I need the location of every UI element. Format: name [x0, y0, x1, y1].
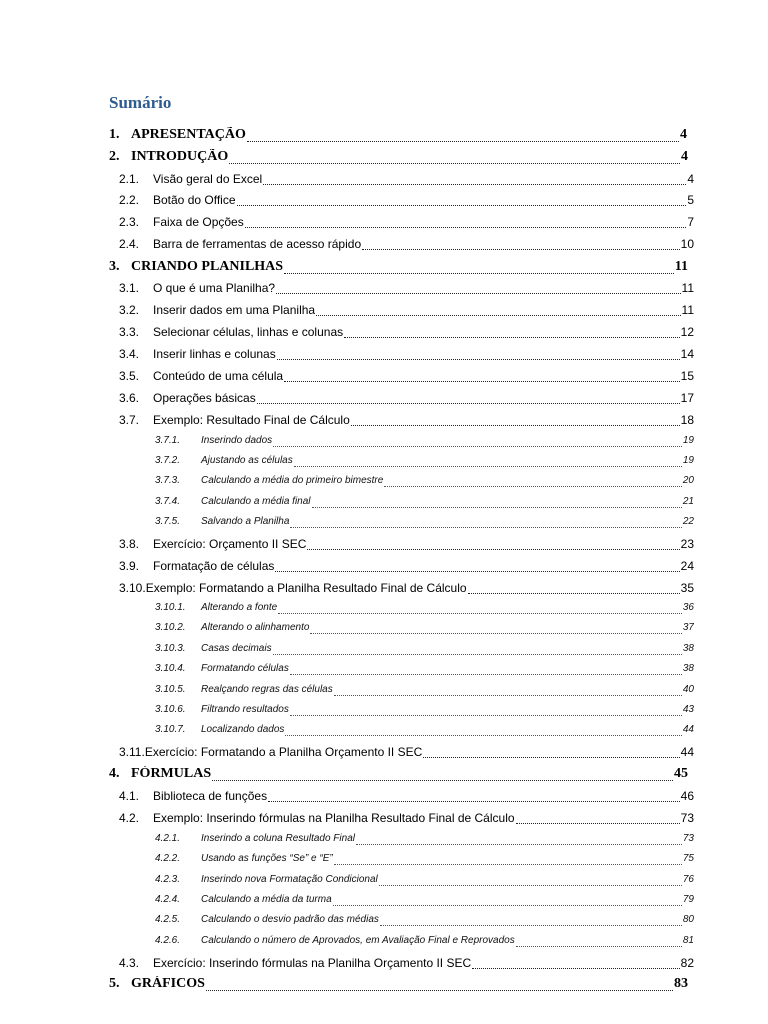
toc-leader-dots [229, 163, 680, 164]
toc-entry[interactable] [155, 602, 694, 616]
toc-entry-text: Visão geral do Excel [153, 172, 263, 186]
toc-leader-dots [290, 674, 682, 675]
toc-entry-page: 20 [682, 475, 694, 486]
toc-entry-text: Exemplo: Resultado Final de Cálculo [153, 413, 350, 427]
toc-entry-number: 3.8. [119, 537, 140, 551]
toc-leader-dots [351, 425, 680, 426]
toc-entry-number: 2.3. [119, 215, 140, 229]
toc-entry-number: 4.3. [119, 956, 140, 970]
toc-entry-number: 3.10.4. [155, 663, 186, 674]
toc-entry-page: 5 [687, 193, 694, 207]
toc-entry[interactable] [155, 724, 694, 738]
toc-entry[interactable] [119, 956, 694, 972]
toc-entry[interactable] [119, 789, 694, 805]
toc-leader-dots [380, 925, 682, 926]
toc-entry[interactable] [119, 325, 694, 341]
toc-entry-number: 3.6. [119, 391, 140, 405]
toc-entry-page: 18 [680, 413, 694, 427]
toc-entry[interactable] [109, 766, 688, 784]
toc-entry-page: 44 [680, 745, 694, 759]
toc-entry-text: Exercício: Orçamento II SEC [153, 537, 307, 551]
toc-entry-text: Localizando dados [201, 724, 285, 735]
toc-entry-text: Inserindo nova Formatação Condicional [201, 874, 378, 885]
toc-entry-page: 10 [680, 237, 694, 251]
toc-entry-text: Casas decimais [201, 643, 272, 654]
toc-entry[interactable] [119, 581, 694, 597]
toc-entry-text: Alterando a fonte [201, 602, 278, 613]
toc-entry-text: FÓRMULAS [131, 766, 212, 781]
toc-entry-number: 4.2.6. [155, 935, 181, 946]
toc-leader-dots [294, 466, 682, 467]
toc-leader-dots [310, 633, 681, 634]
toc-entry-number: 3.7.5. [155, 516, 181, 527]
toc-entry-text: Operações básicas [153, 391, 256, 405]
toc-entry-page: 12 [680, 325, 694, 339]
toc-entry[interactable] [155, 643, 694, 657]
toc-entry[interactable] [119, 215, 694, 231]
toc-entry-number: 3.10.3. [155, 643, 186, 654]
toc-entry-number: 5. [109, 976, 120, 991]
toc-leader-dots [472, 968, 680, 969]
toc-entry-text: INTRODUÇÃO [131, 149, 229, 164]
toc-entry-text: Ajustando as células [201, 455, 293, 466]
toc-entry-number: 4.2.5. [155, 914, 181, 925]
toc-entry-page: 24 [680, 559, 694, 573]
toc-title: Sumário [109, 93, 172, 112]
toc-entry-number: 3.5. [119, 369, 140, 383]
toc-entry-text: Exemplo: Inserindo fórmulas na Planilha Resultado Final de Cálculo [153, 811, 515, 825]
toc-entry-number: 4.2.1. [155, 833, 181, 844]
toc-entry[interactable] [119, 237, 694, 253]
toc-entry-text: Realçando regras das células [201, 684, 333, 695]
toc-entry-page: 36 [682, 602, 694, 613]
toc-entry-page: 21 [682, 496, 694, 507]
toc-entry[interactable] [109, 259, 688, 277]
toc-entry-page: 43 [682, 704, 694, 715]
toc-entry-page: 45 [674, 766, 688, 781]
toc-entry-page: 11 [681, 281, 694, 295]
toc-entry-text: Selecionar células, linhas e colunas [153, 325, 344, 339]
toc-entry-text: O que é uma Planilha? [153, 281, 276, 295]
toc-entry-text: Calculando a média do primeiro bimestre [201, 475, 384, 486]
toc-entry-text: Filtrando resultados [201, 704, 289, 715]
toc-entry-text: Inserindo a coluna Resultado Final [201, 833, 355, 844]
toc-entry-text: Calculando o número de Aprovados, em Avaliação Final e Reprovados [201, 935, 515, 946]
toc-entry-page: 82 [680, 956, 694, 970]
toc-entry[interactable] [119, 413, 694, 429]
toc-entry-page: 75 [682, 853, 694, 864]
toc-entry-text: Inserir linhas e colunas [153, 347, 276, 361]
toc-entry-number: 4.1. [119, 789, 140, 803]
toc-entry[interactable] [119, 391, 694, 407]
toc-entry-number: 3.10.6. [155, 704, 186, 715]
toc-entry-number: 3.10.5. [155, 684, 186, 695]
toc-entry[interactable] [155, 704, 694, 718]
toc-entry-page: 15 [680, 369, 694, 383]
toc-entry-page: 73 [682, 833, 694, 844]
toc-entry-text: Inserindo dados [201, 435, 273, 446]
toc-entry-page: 4 [687, 172, 694, 186]
toc-leader-dots [312, 507, 682, 508]
toc-leader-dots [379, 885, 682, 886]
toc-entry-number: 3.7.1. [155, 435, 181, 446]
toc-leader-dots [268, 801, 680, 802]
toc-entry-text: APRESENTAÇÃO [131, 127, 246, 142]
toc-entry[interactable] [109, 127, 687, 145]
toc-entry[interactable] [119, 193, 694, 209]
toc-entry-number: 3.4. [119, 347, 140, 361]
toc-entry-page: 81 [682, 935, 694, 946]
toc-leader-dots [290, 715, 682, 716]
toc-entry[interactable] [155, 914, 694, 928]
toc-entry-page: 4 [680, 127, 687, 142]
toc-leader-dots [356, 844, 682, 845]
toc-leader-dots [344, 337, 680, 338]
toc-entry[interactable] [155, 455, 694, 469]
toc-entry-text: Exercício: Inserindo fórmulas na Planilha Orçamento II SEC [153, 956, 472, 970]
toc-entry-number: 4.2.3. [155, 874, 181, 885]
toc-entry-number: 1. [109, 127, 120, 142]
toc-entry-page: 11 [674, 259, 688, 274]
toc-entry-page: 76 [682, 874, 694, 885]
toc-entry-text: Formatação de células [153, 559, 275, 573]
toc-leader-dots [247, 141, 679, 142]
toc-entry-text: Faixa de Opções [153, 215, 244, 229]
toc-entry[interactable] [155, 874, 694, 888]
toc-entry-text: Calculando a média final [201, 496, 311, 507]
toc-entry-number: 3.7.2. [155, 455, 181, 466]
toc-entry[interactable] [155, 622, 694, 636]
toc-leader-dots [206, 990, 673, 991]
toc-entry-number: 4. [109, 766, 120, 781]
toc-leader-dots [275, 571, 679, 572]
toc-entry[interactable] [155, 935, 694, 949]
toc-entry-text: Botão do Office [153, 193, 236, 207]
toc-entry-number: 2.4. [119, 237, 140, 251]
toc-leader-dots [273, 446, 682, 447]
toc-entry-text: Usando as funções “Se” e “E” [201, 853, 333, 864]
toc-entry[interactable] [119, 303, 694, 319]
toc-entry-number: 3.10.7. [155, 724, 186, 735]
toc-entry-number: 3.10. [119, 581, 146, 595]
toc-entry-text: Biblioteca de funções [153, 789, 268, 803]
toc-entry-page: 19 [682, 435, 694, 446]
toc-leader-dots [384, 486, 682, 487]
toc-entry-text: Barra de ferramentas de acesso rápido [153, 237, 362, 251]
toc-entry-text: Exercício: Formatando a Planilha Orçamento II SEC [144, 745, 423, 759]
toc-entry[interactable] [119, 745, 694, 761]
toc-entry-number: 2.2. [119, 193, 140, 207]
toc-entry-number: 3.11. [119, 745, 145, 759]
toc-leader-dots [516, 946, 682, 947]
toc-entry-number: 3.1. [119, 281, 140, 295]
toc-entry[interactable] [109, 149, 688, 167]
toc-entry-number: 3.7.3. [155, 475, 181, 486]
toc-entry-text: Calculando o desvio padrão das médias [201, 914, 379, 925]
toc-entry-page: 73 [680, 811, 694, 825]
toc-entry-text: Formatando células [201, 663, 289, 674]
toc-entry-number: 3.3. [119, 325, 140, 339]
toc-entry-page: 38 [682, 663, 694, 674]
toc-leader-dots [316, 315, 680, 316]
toc-entry-page: 4 [681, 149, 688, 164]
toc-entry[interactable] [155, 663, 694, 677]
toc-entry[interactable] [155, 475, 694, 489]
toc-entry-number: 3.7. [119, 413, 140, 427]
toc-entry[interactable] [119, 172, 694, 188]
toc-leader-dots [334, 864, 682, 865]
toc-entry-page: 46 [680, 789, 694, 803]
toc-entry-page: 17 [680, 391, 694, 405]
toc-leader-dots [284, 381, 680, 382]
toc-entry-page: 35 [680, 581, 694, 595]
toc-entry-number: 2. [109, 149, 120, 164]
toc-entry-page: 40 [682, 684, 694, 695]
toc-entry-number: 3.7.4. [155, 496, 181, 507]
toc-entry-text: Exemplo: Formatando a Planilha Resultado Final de Cálculo [145, 581, 467, 595]
toc-entry-number: 3.10.1. [155, 602, 186, 613]
toc-entry[interactable] [119, 537, 694, 553]
toc-entry-page: 38 [682, 643, 694, 654]
toc-entry[interactable] [155, 496, 694, 510]
toc-leader-dots [277, 359, 680, 360]
toc-leader-dots [290, 527, 681, 528]
toc-entry-page: 44 [682, 724, 694, 735]
toc-entry[interactable] [119, 369, 694, 385]
toc-leader-dots [263, 184, 686, 185]
toc-entry[interactable] [155, 833, 694, 847]
toc-leader-dots [278, 613, 682, 614]
toc-leader-dots [334, 695, 682, 696]
toc-entry-page: 22 [682, 516, 694, 527]
toc-entry[interactable] [119, 281, 694, 297]
toc-entry-text: Alterando o alinhamento [201, 622, 310, 633]
toc-entry-page: 80 [682, 914, 694, 925]
toc-leader-dots [468, 593, 680, 594]
toc-entry-page: 83 [674, 976, 688, 991]
toc-entry[interactable] [155, 684, 694, 698]
toc-entry-text: Salvando a Planilha [201, 516, 290, 527]
toc-entry-page: 19 [682, 455, 694, 466]
toc-entry-text: CRIANDO PLANILHAS [131, 259, 284, 274]
toc-leader-dots [273, 654, 682, 655]
toc-entry[interactable] [109, 976, 688, 994]
toc-entry-number: 3. [109, 259, 120, 274]
toc-entry-page: 11 [681, 303, 694, 317]
toc-leader-dots [516, 823, 680, 824]
toc-entry-number: 3.10.2. [155, 622, 186, 633]
toc-entry[interactable] [155, 853, 694, 867]
toc-entry-number: 4.2.2. [155, 853, 181, 864]
toc-entry[interactable] [119, 347, 694, 363]
toc-entry-page: 79 [682, 894, 694, 905]
toc-entry-page: 14 [680, 347, 694, 361]
toc-leader-dots [257, 403, 680, 404]
toc-entry-number: 2.1. [119, 172, 140, 186]
toc-entry[interactable] [155, 894, 694, 908]
toc-entry-page: 23 [680, 537, 694, 551]
toc-entry[interactable] [119, 811, 694, 827]
toc-entry-text: Calculando a média da turma [201, 894, 332, 905]
toc-leader-dots [245, 227, 687, 228]
toc-entry-text: GRÁFICOS [131, 976, 205, 991]
toc-leader-dots [307, 549, 679, 550]
toc-entry-number: 3.2. [119, 303, 140, 317]
toc-leader-dots [423, 757, 679, 758]
toc-entry[interactable] [155, 516, 694, 530]
toc-leader-dots [276, 293, 680, 294]
toc-entry-number: 4.2. [119, 811, 140, 825]
toc-leader-dots [362, 249, 680, 250]
toc-entry-page: 7 [687, 215, 694, 229]
toc-entry-number: 3.9. [119, 559, 140, 573]
toc-leader-dots [284, 273, 674, 274]
toc-leader-dots [237, 205, 687, 206]
toc-entry-text: Inserir dados em uma Planilha [153, 303, 316, 317]
toc-leader-dots [285, 735, 681, 736]
toc-leader-dots [333, 905, 682, 906]
toc-entry-page: 37 [682, 622, 694, 633]
toc-entry[interactable] [119, 559, 694, 575]
toc-leader-dots [212, 780, 673, 781]
toc-entry[interactable] [155, 435, 694, 449]
toc-entry-text: Conteúdo de uma célula [153, 369, 284, 383]
toc-entry-number: 4.2.4. [155, 894, 181, 905]
